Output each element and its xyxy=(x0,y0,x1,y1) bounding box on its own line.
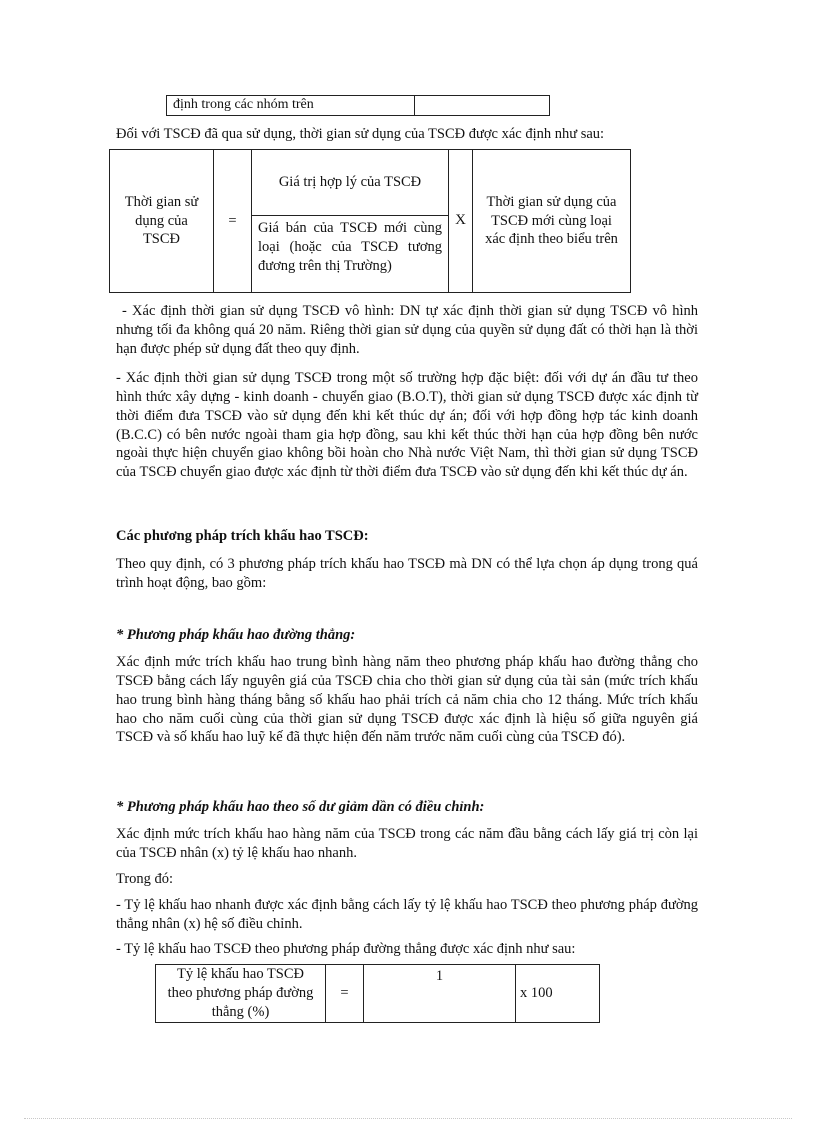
formula-used-equals: = xyxy=(214,150,252,293)
in-which-label: Trong đó: xyxy=(116,871,174,887)
methods-heading: Các phương pháp trích khấu hao TSCĐ: xyxy=(116,528,369,544)
top-table-cell-1: định trong các nhóm trên xyxy=(167,96,415,116)
rate-formula-table xyxy=(155,964,600,1023)
special-cases-paragraph: - Xác định thời gian sử dụng TSCĐ trong một số trường hợp đặc biệt: đối với dự án đầu tư theo hình thức xây dựng - kinh doanh - chuyển giao (B.O.T), thời gian sử dụng TSCĐ được xác định từ thời điểm đưa TSCĐ vào sử dụng đến khi kết thúc dự án; đối với hợp đồng hợp tác kinh doanh (B.C.C) có bên nước ngoài tham gia hợp đồng, sau khi kết thúc thời hạn của hợp đồng bên nước ngoài thực hiện chuyển giao không bồi hoàn cho Nhà nước Việt Nam, thì thời gian sử dụng TSCĐ của TSCĐ chuyển giao được xác định từ thời điểm đưa TSCĐ vào sử dụng đến khi kết thúc dự án. xyxy=(116,370,698,481)
straight-line-paragraph: Xác định mức trích khấu hao trung bình hàng năm theo phương pháp khấu hao đường thẳng cho TSCĐ bằng cách lấy nguyên giá của TSCĐ chia cho thời gian sử dụng của tài sản (mức trích khấu hao trung bình hàng tháng bằng số khấu hao phải trích cả năm chia cho 12 tháng. Mức trích khấu hao cho năm cuối cùng của thời gian sử dụng TSCĐ được xác định là hiệu số giữa nguyên giá TSCĐ và số khấu hao luỹ kế đã thực hiện đến năm trước năm cuối cùng của TSCĐ đó). xyxy=(116,654,698,746)
declining-balance-paragraph: Xác định mức trích khấu hao hàng năm của TSCĐ trong các năm đầu bằng cách lấy giá trị còn lại của TSCĐ nhân (x) tỷ lệ khấu hao nhanh. xyxy=(116,826,698,861)
rate-formula-equals: = xyxy=(326,965,364,1023)
formula-used-left: Thời gian sử dụng của TSCĐ xyxy=(110,150,214,293)
declining-balance-heading: * Phương pháp khấu hao theo số dư giảm dần có điều chỉnh: xyxy=(116,799,485,815)
intangible-paragraph: - Xác định thời gian sử dụng TSCĐ vô hình: DN tự xác định thời gian sử dụng TSCĐ vô hình nhưng tối đa không quá 20 năm. Riêng thời gian sử dụng của quyền sử dụng đất có thời hạn là thời hạn được phép sử dụng đất theo quy định. xyxy=(116,303,698,357)
straight-rate-definition: - Tỷ lệ khấu hao TSCĐ theo phương pháp đường thẳng được xác định như sau: xyxy=(116,941,576,957)
fast-rate-paragraph: - Tỷ lệ khấu hao nhanh được xác định bằng cách lấy tỷ lệ khấu hao TSCĐ theo phương pháp đường thẳng nhân (x) hệ số điều chỉnh. xyxy=(116,897,698,932)
rate-formula-numerator: 1 xyxy=(364,965,516,1023)
formula-used-right: Thời gian sử dụng của TSCĐ mới cùng loại xác định theo biểu trên xyxy=(473,150,631,293)
formula-used-times: X xyxy=(449,150,473,293)
rate-formula-right: x 100 xyxy=(516,965,600,1023)
formula-used-numerator: Giá trị hợp lý của TSCĐ xyxy=(252,150,449,216)
methods-intro-paragraph: Theo quy định, có 3 phương pháp trích khấu hao TSCĐ mà DN có thể lựa chọn áp dụng trong quá trình hoạt động, bao gồm: xyxy=(116,556,698,591)
page-bottom-divider xyxy=(24,1118,792,1119)
formula-used-denominator: Giá bán của TSCĐ mới cùng loại (hoặc của TSCĐ tương đương trên thị Trường) xyxy=(252,216,449,293)
straight-line-heading: * Phương pháp khấu hao đường thẳng: xyxy=(116,627,356,643)
intro-used-paragraph: Đối với TSCĐ đã qua sử dụng, thời gian sử dụng của TSCĐ được xác định như sau: xyxy=(116,126,605,142)
top-table-fragment xyxy=(166,95,550,116)
formula-table-used xyxy=(109,149,631,293)
top-table-cell-2 xyxy=(415,96,550,116)
rate-formula-left: Tỷ lệ khấu hao TSCĐ theo phương pháp đường thẳng (%) xyxy=(156,965,326,1023)
